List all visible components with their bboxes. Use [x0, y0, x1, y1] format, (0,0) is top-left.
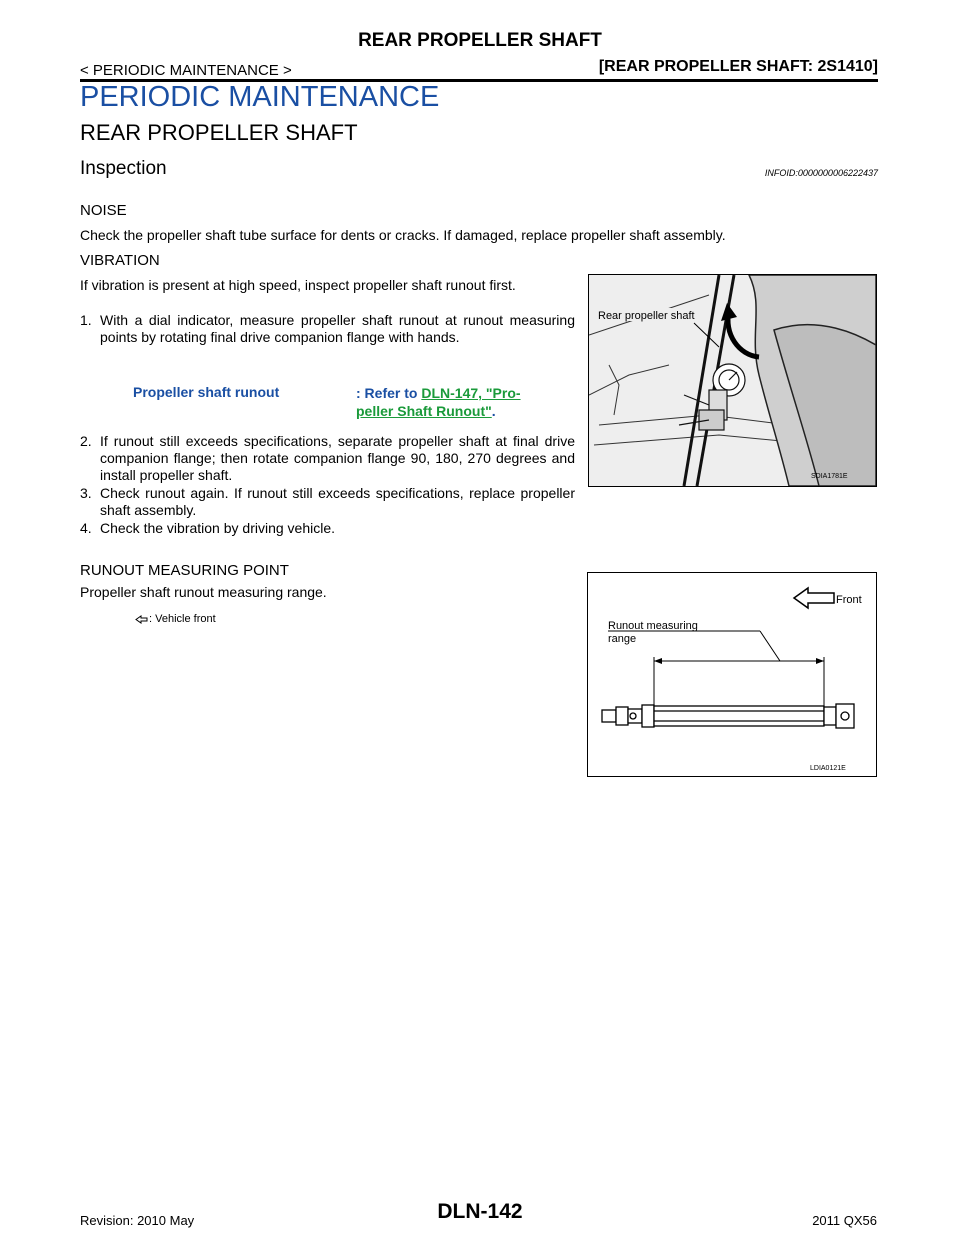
step-1	[80, 312, 575, 347]
footer-page-number: DLN-142	[437, 1200, 523, 1223]
propeller-photo-illustration	[589, 275, 876, 486]
spec-label: Propeller shaft runout	[133, 384, 280, 400]
section-title: PERIODIC MAINTENANCE	[80, 81, 440, 113]
front-arrow-shape	[794, 588, 834, 608]
spec-value	[356, 384, 521, 420]
step-number: 3.	[80, 485, 92, 501]
spec-suffix: .	[491, 403, 496, 419]
vehicle-front-legend	[135, 613, 216, 625]
header-model-label: [REAR PROPELLER SHAFT: 2S1410]	[598, 58, 878, 75]
step-text: Check the vibration by driving vehicle.	[100, 520, 336, 536]
figure1-label: Rear propeller shaft	[598, 310, 695, 322]
front-arrow-icon	[135, 615, 148, 624]
footer-model: 2011 QX56	[812, 1213, 877, 1228]
front-label: Front	[836, 594, 862, 606]
info-id: INFOID:0000000006222437	[764, 168, 878, 178]
runout-point-heading: RUNOUT MEASURING POINT	[80, 562, 289, 579]
spec-prefix: : Refer to	[356, 385, 422, 401]
step-number: 1.	[80, 312, 92, 328]
figure-propeller-photo	[588, 274, 877, 487]
spec-link[interactable]: DLN-147, "Pro-	[421, 385, 521, 401]
figure1-code: SDIA1781E	[811, 473, 848, 480]
range-label-line1: Runout measuring	[608, 620, 698, 632]
vibration-intro: If vibration is present at high speed, inspect propeller shaft runout first.	[80, 277, 516, 293]
step-text: Check runout again. If runout still exceeds specifications, replace propeller shaft assembly.	[100, 485, 575, 518]
steps-2-4	[80, 433, 575, 538]
legend-text: : Vehicle front	[149, 613, 216, 625]
noise-text: Check the propeller shaft tube surface for dents or cracks. If damaged, replace propeller shaft assembly.	[80, 227, 726, 243]
noise-heading: NOISE	[80, 202, 127, 219]
inspection-title: Inspection	[80, 158, 167, 179]
step-number: 4.	[80, 520, 92, 536]
vibration-heading: VIBRATION	[80, 252, 160, 269]
step-text: With a dial indicator, measure propeller shaft runout at runout measuring points by rotating final drive companion flange with hands.	[100, 312, 575, 345]
range-label-line2: range	[608, 633, 637, 645]
header-section-label: < PERIODIC MAINTENANCE >	[80, 62, 292, 79]
step-number: 2.	[80, 433, 92, 449]
subsection-title: REAR PROPELLER SHAFT	[80, 120, 358, 145]
spec-link-cont[interactable]: peller Shaft Runout"	[356, 403, 492, 419]
figure-runout-diagram	[587, 572, 877, 777]
figure2-code: LDIA0121E	[810, 765, 846, 772]
footer-revision: Revision: 2010 May	[80, 1213, 195, 1228]
runout-point-text: Propeller shaft runout measuring range.	[80, 584, 327, 600]
runout-diagram	[588, 573, 876, 776]
page-header-title: REAR PROPELLER SHAFT	[358, 30, 602, 51]
step-text: If runout still exceeds specifications, separate propeller shaft at final drive companion flange; then rotate companion flange 90, 180, 270 degrees and install propeller shaft.	[100, 433, 575, 483]
